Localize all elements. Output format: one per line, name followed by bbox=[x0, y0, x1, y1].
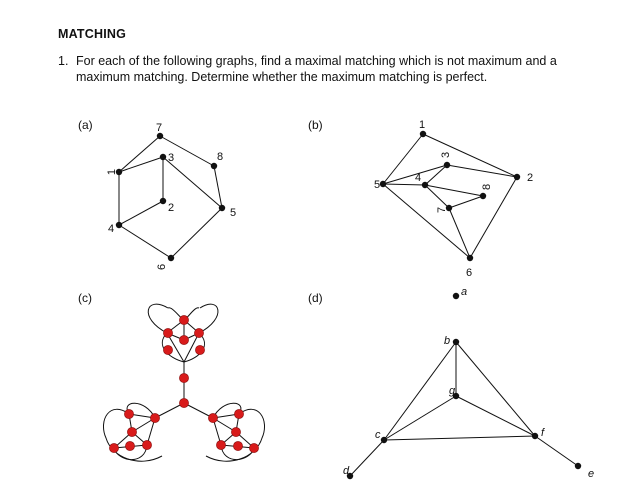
graph-d-label-g: g bbox=[449, 385, 456, 397]
graph-b-edge bbox=[383, 184, 425, 185]
graph-d-edge bbox=[350, 440, 384, 476]
graph-c bbox=[103, 304, 264, 461]
graph-a-vertex-6 bbox=[168, 255, 174, 261]
graph-a-label-6: 6 bbox=[156, 263, 168, 270]
problem-number: 1. bbox=[58, 54, 69, 68]
graph-d-label-d: d bbox=[343, 465, 350, 477]
graph-b-edge bbox=[425, 185, 483, 196]
graph-c-loop bbox=[148, 304, 168, 333]
graph-d-label-e: e bbox=[588, 468, 595, 480]
graph-b-vertex-6 bbox=[467, 255, 473, 261]
graph-d-edge bbox=[384, 342, 456, 440]
graph-b-label-5: 5 bbox=[374, 179, 381, 191]
graph-d-vertex-e bbox=[575, 463, 581, 469]
graph-a-vertex-3 bbox=[160, 154, 166, 160]
graph-b-vertex-2 bbox=[514, 174, 520, 180]
graph-a-vertex-8 bbox=[211, 163, 217, 169]
graph-c-vertex bbox=[124, 409, 133, 418]
graph-a-label-3: 3 bbox=[168, 152, 175, 164]
graph-a-edge bbox=[119, 136, 160, 172]
graph-a-edge bbox=[171, 208, 222, 258]
graph-a-vertex-4 bbox=[116, 222, 122, 228]
graph-b-edge bbox=[449, 196, 483, 208]
graph-c-vertex bbox=[179, 373, 188, 382]
graph-b-label-8: 8 bbox=[481, 183, 493, 190]
graph-c-vertex bbox=[208, 413, 217, 422]
graph-d-label-f: f bbox=[541, 427, 545, 439]
section-title: MATCHING bbox=[58, 27, 127, 41]
problem-text: For each of the following graphs, find a maximal matching which is not maximum and a maximum matching. Determine whether the maximum matching is perfect. bbox=[76, 54, 557, 84]
graph-c-vertex bbox=[231, 427, 240, 436]
graph-c-vertex bbox=[194, 328, 203, 337]
graph-d-vertex-c bbox=[381, 437, 387, 443]
graph-d-edge bbox=[456, 342, 535, 436]
graph-b bbox=[374, 119, 533, 279]
graph-b-label-2: 2 bbox=[527, 172, 534, 184]
graph-a-label-4: 4 bbox=[108, 223, 115, 235]
graph-a-label-7: 7 bbox=[156, 122, 163, 134]
graph-b-label: (b) bbox=[308, 118, 323, 132]
graph-c-vertex bbox=[142, 440, 151, 449]
graph-d-label-a: a bbox=[461, 286, 468, 298]
graph-b-edge bbox=[383, 184, 470, 258]
graph-d bbox=[343, 286, 594, 480]
graph-a-edge bbox=[119, 157, 163, 172]
graph-c-vertex bbox=[163, 345, 172, 354]
graph-b-vertex-3 bbox=[444, 162, 450, 168]
graph-c-vertex bbox=[234, 409, 243, 418]
graph-c-vertex bbox=[249, 443, 258, 452]
graph-a-vertex-2 bbox=[160, 198, 166, 204]
graph-c-vertex bbox=[179, 315, 188, 324]
graph-b-label-4: 4 bbox=[415, 172, 422, 184]
graph-d-edge bbox=[384, 396, 456, 440]
graph-c-label: (c) bbox=[78, 291, 92, 305]
graph-a-edge bbox=[119, 225, 171, 258]
graph-d-vertex-f bbox=[532, 433, 538, 439]
graph-a-label-5: 5 bbox=[230, 207, 237, 219]
graph-a-vertex-5 bbox=[219, 205, 225, 211]
graph-b-edge bbox=[449, 208, 470, 258]
graph-d-edge bbox=[384, 436, 535, 440]
graph-d-edge bbox=[456, 396, 535, 436]
graph-a-label: (a) bbox=[78, 118, 93, 132]
graph-c-vertex bbox=[125, 441, 134, 450]
graph-b-label-1: 1 bbox=[419, 119, 426, 131]
graph-c-vertex bbox=[150, 413, 159, 422]
graph-a bbox=[106, 122, 236, 270]
graph-d-label: (d) bbox=[308, 291, 323, 305]
graph-a-label-1: 1 bbox=[106, 168, 118, 176]
graph-c-vertex bbox=[127, 427, 136, 436]
graph-b-vertex-5 bbox=[380, 181, 386, 187]
graph-c-vertex bbox=[179, 398, 188, 407]
graph-c-vertex bbox=[195, 345, 204, 354]
graph-b-vertex-4 bbox=[422, 182, 428, 188]
graph-b-label-3: 3 bbox=[440, 151, 452, 158]
graph-b-label-6: 6 bbox=[466, 267, 473, 279]
graph-c-vertex bbox=[233, 441, 242, 450]
graph-d-label-b: b bbox=[444, 335, 451, 347]
graph-d-vertex-b bbox=[453, 339, 459, 345]
graph-b-vertex-8 bbox=[480, 193, 486, 199]
graph-a-label-8: 8 bbox=[217, 151, 224, 163]
graph-c-vertex bbox=[216, 440, 225, 449]
graph-c-vertex bbox=[109, 443, 118, 452]
graph-d-vertex-a bbox=[453, 293, 459, 299]
graph-b-label-7: 7 bbox=[436, 206, 448, 213]
graph-b-edge bbox=[447, 165, 517, 177]
graph-a-label-2: 2 bbox=[168, 202, 175, 214]
graph-d-label-c: c bbox=[375, 429, 381, 441]
graph-c-vertex bbox=[163, 328, 172, 337]
graph-d-edge bbox=[535, 436, 578, 466]
graph-c-loop bbox=[199, 304, 218, 333]
graph-c-vertex bbox=[179, 335, 188, 344]
graph-b-edge bbox=[423, 134, 517, 177]
graph-b-edge bbox=[470, 177, 517, 258]
graph-a-edge bbox=[119, 201, 163, 225]
graph-b-vertex-1 bbox=[420, 131, 426, 137]
